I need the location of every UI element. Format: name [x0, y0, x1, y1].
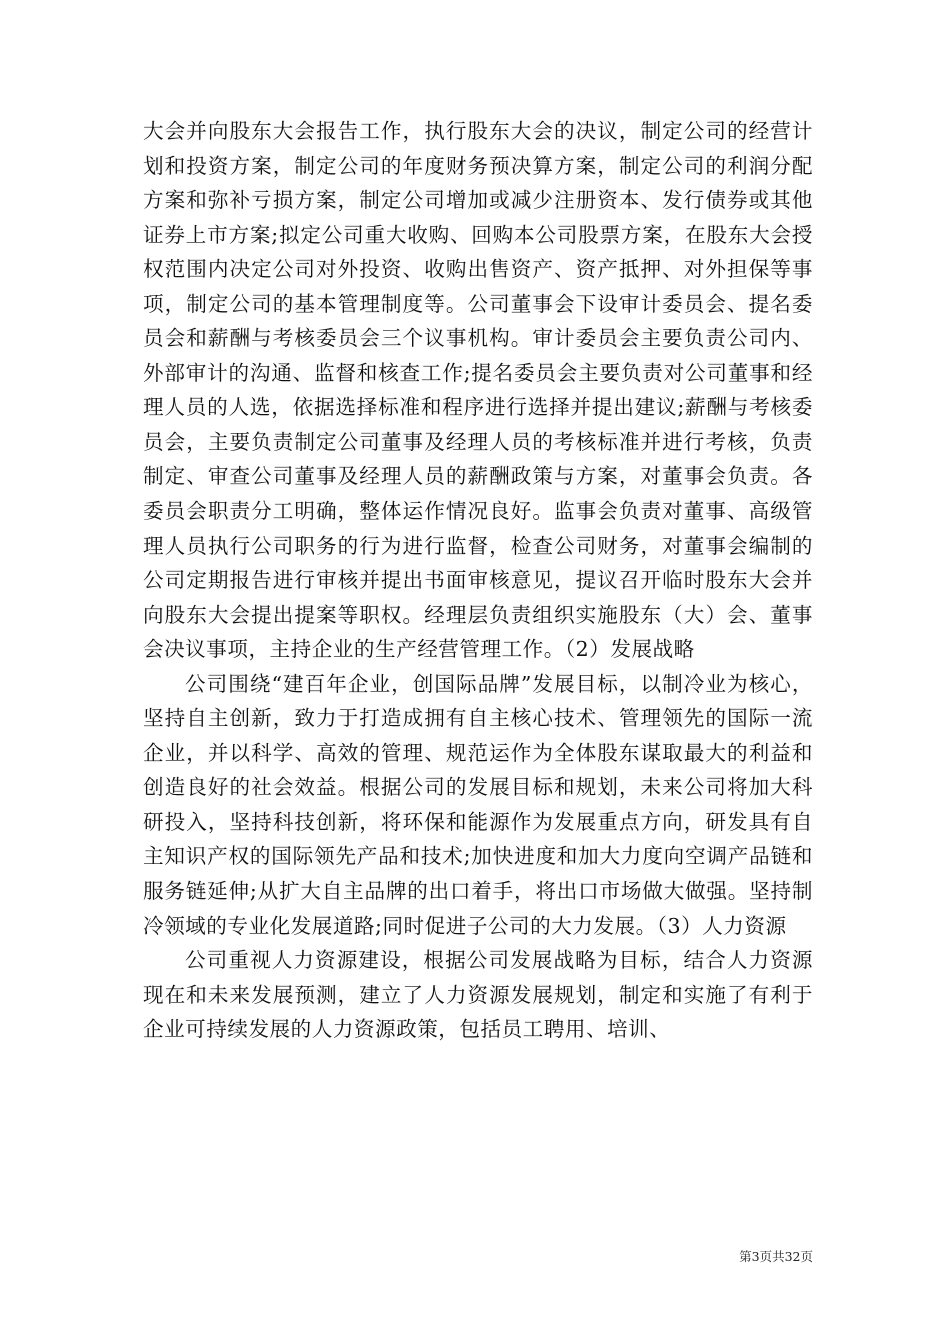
paragraph-corporate-governance: 大会并向股东大会报告工作，执行股东大会的决议，制定公司的经营计划和投资方案，制定公司的年度财务预决算方案，制定公司的利润分配方案和弥补亏损方案，制定公司增加或减少注册资本、发行债券或其他证券上市方案;拟定公司重大收购、回购本公司股票方案，在股东大会授权范围内决定公司对外投资、收购出售资产、资产抵押、对外担保等事项，制定公司的基本管理制度等。公司董事会下设审计委员会、提名委员会和薪酬与考核委员会三个议事机构。审计委员会主要负责公司内、外部审计的沟通、监督和核查工作;提名委员会主要负责对公司董事和经理人员的人选，依据选择标准和程序进行选择并提出建议;薪酬与考核委员会，主要负责制定公司董事及经理人员的考核标准并进行考核，负责制定、审查公司董事及经理人员的薪酬政策与方案，对董事会负责。各委员会职责分工明确，整体运作情况良好。监事会负责对董事、高级管理人员执行公司职务的行为进行监督，检查公司财务，对董事会编制的公司定期报告进行审核并提出书面审核意见，提议召开临时股东大会并向股东大会提出提案等职权。经理层负责组织实施股东（大）会、董事会决议事项，主持企业的生产经营管理工作。（2）发展战略 [143, 119, 813, 662]
paragraph-development-strategy: 公司围绕“建百年企业，创国际品牌”发展目标，以制冷业为核心，坚持自主创新，致力于打造成拥有自主核心技术、管理领先的国际一流企业，并以科学、高效的管理、规范运作为全体股东谋取最大的利益和创造良好的社会效益。根据公司的发展目标和规划，未来公司将加大科研投入，坚持科技创新，将环保和能源作为发展重点方向，研发具有自主知识产权的国际领先产品和技术;加快进度和加大力度向空调产品链和服务链延伸;从扩大自主品牌的出口着手，将出口市场做大做强。坚持制冷领域的专业化发展道路;同时促进子公司的大力发展。（3）人力资源 [143, 671, 813, 938]
page-number: 第3页共32页 [739, 1249, 813, 1264]
paragraph-human-resources: 公司重视人力资源建设，根据公司发展战略为目标，结合人力资源现在和未来发展预测，建立了人力资源发展规划，制定和实施了有利于企业可持续发展的人力资源政策，包括员工聘用、培训、 [143, 948, 813, 1042]
document-body [143, 114, 813, 1047]
